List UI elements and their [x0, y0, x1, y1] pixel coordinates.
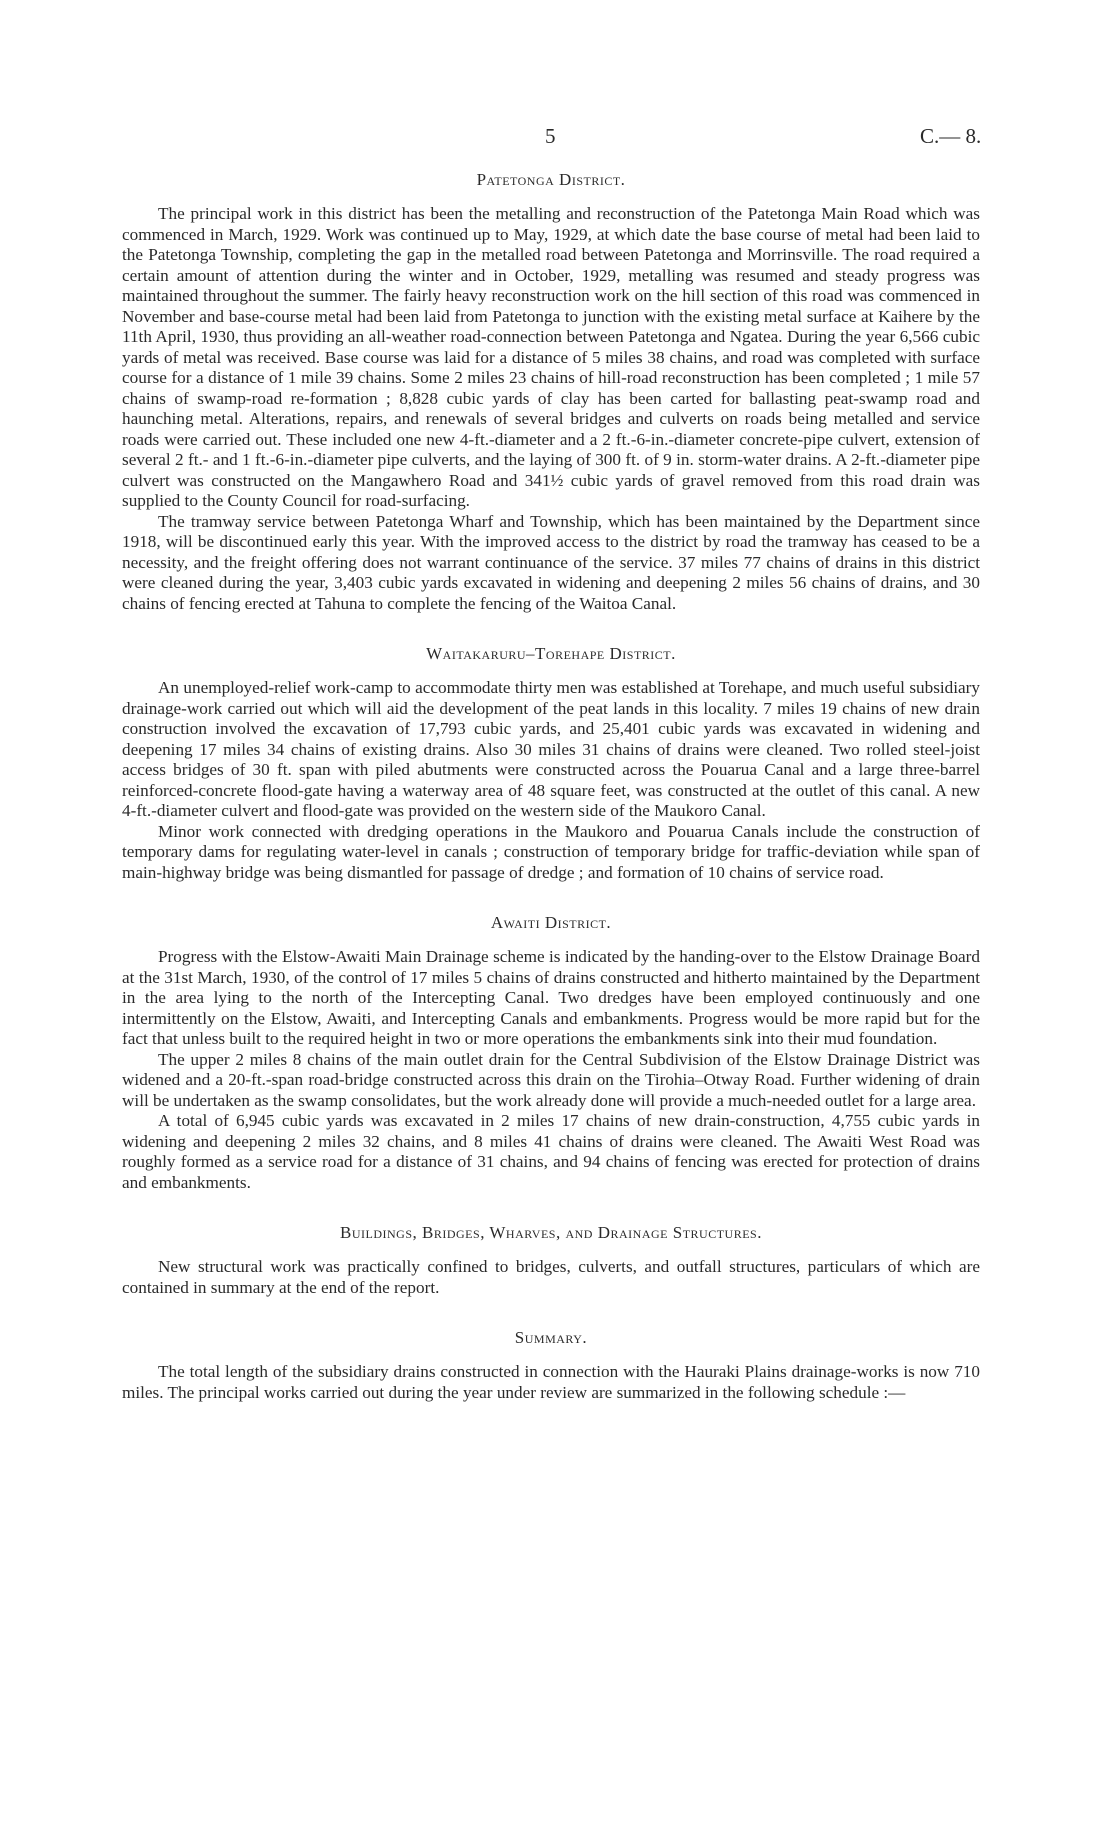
section-heading: Patetonga District.: [476, 170, 626, 189]
section-heading: Waitakaruru–Torehape District.: [426, 644, 676, 663]
paragraph: New structural work was practically confined to bridges, culverts, and outfall structures, particulars of which are contained in summary at the end of the report.: [122, 1257, 980, 1297]
paragraph: The principal work in this district has been the metalling and reconstruction of the Patetonga Main Road which was commenced in March, 1929. Work was continued up to May, 1929, at which date the base course of metal had been laid to the Patetonga Township, completing the gap in the metalled road between Patetonga and Morrinsville. The road required a certain amount of attention during the winter and in October, 1929, metalling was resumed and steady progress was maintained throughout the summer. The fairly heavy reconstruction work on the hill section of this road was commenced in November and base-course metal had been laid from Patetonga to junction with the existing metal surface at Kaihere by the 11th April, 1930, thus providing an all-weather road-connection between Patetonga and Ngatea. During the year 6,566 cubic yards of metal was received. Base course was laid for a distance of 5 miles 38 chains, and road was completed with surface course for a distance of 1 mile 39 chains. Some 2 miles 23 chains of hill-road reconstruction has been completed ; 1 mile 57 chains of swamp-road re-formation ; 8,828 cubic yards of clay has been carted for ballasting peat-swamp road and haunching metal. Alterations, repairs, and renewals of several bridges and culverts on roads being metalled and service roads were carried out. These included one new 4-ft.-diameter and a 2 ft.-6-in.-diameter concrete-pipe culvert, extension of several 2 ft.- and 1 ft.-6-in.-diameter pipe culverts, and the laying of 300 ft. of 9 in. storm-water drains. A 2-ft.-diameter pipe culvert was constructed on the Mangawhero Road and 341½ cubic yards of gravel removed from this road drain was supplied to the County Council for road-surfacing.: [122, 204, 980, 510]
section-heading: Awaiti District.: [490, 913, 612, 932]
paragraph: The upper 2 miles 8 chains of the main outlet drain for the Central Subdivision of the Elstow Drainage District was widened and a 20-ft.-span road-bridge constructed across this drain on the Tirohia–Otway Road. Further widening of drain will be undertaken as the swamp consolidates, but the work already done will provide a much-needed outlet for a large area.: [122, 1049, 980, 1110]
page-number: 5: [545, 124, 556, 148]
paragraph: Minor work connected with dredging operations in the Maukoro and Pouarua Canals include the construction of temporary dams for regulating water-level in canals ; construction of temporary bridge for traffic-deviation while span of main-highway bridge was being dismantled for passage of dredge ; and formation of 10 chains of service road.: [122, 821, 980, 882]
section-awaiti: [122, 913, 980, 1193]
section-patetonga: [122, 170, 980, 614]
section-waitakaruru-torehape: [122, 644, 980, 883]
paragraph: The tramway service between Patetonga Wharf and Township, which has been maintained by the Department since 1918, will be discontinued early this year. With the improved access to the district by road the tramway has ceased to be a necessity, and the freight offering does not warrant continuance of the service. 37 miles 77 chains of drains in this district were cleaned during the year, 3,403 cubic yards excavated in widening and deepening 2 miles 56 chains of drains, and 30 chains of fencing erected at Tahuna to complete the fencing of the Waitoa Canal.: [122, 511, 980, 613]
paragraph: A total of 6,945 cubic yards was excavated in 2 miles 17 chains of new drain-construction, 4,755 cubic yards in widening and deepening 2 miles 32 chains, and 8 miles 41 chains of drains were cleaned. The Awaiti West Road was roughly formed as a service road for a distance of 31 chains, and 94 chains of fencing was erected for protection of drains and embankments.: [122, 1111, 980, 1192]
section-summary: [122, 1328, 980, 1403]
section-heading: Summary.: [514, 1328, 588, 1347]
section-heading: Buildings, Bridges, Wharves, and Drainage Structures.: [340, 1223, 762, 1242]
paragraph: An unemployed-relief work-camp to accommodate thirty men was established at Torehape, and much useful subsidiary drainage-work carried out which will aid the development of the peat lands in this locality. 7 miles 19 chains of new drain construction involved the excavation of 17,793 cubic yards, and 25,401 cubic yards was excavated in widening and deepening 17 miles 34 chains of existing drains. Also 30 miles 31 chains of drains were cleaned. Two rolled steel-joist access bridges of 30 ft. span with piled abutments were constructed across the Pouarua Canal and a large three-barrel reinforced-concrete flood-gate having a waterway area of 48 square feet, was constructed at the outlet of this canal. A new 4-ft.-diameter culvert and flood-gate was provided on the western side of the Maukoro Canal.: [122, 678, 980, 820]
section-buildings-bridges: [122, 1223, 980, 1298]
paragraph: Progress with the Elstow-Awaiti Main Drainage scheme is indicated by the handing-over to the Elstow Drainage Board at the 31st March, 1930, of the control of 17 miles 5 chains of drains constructed and hitherto maintained by the Department in the area lying to the north of the Intercepting Canal. Two dredges have been employed continuously and one intermittently on the Elstow, Awaiti, and Intercepting Canals and embankments. Progress would be more rapid but for the fact that unless built to the required height in two or more operations the embankments sink into their mud foundation.: [122, 947, 980, 1048]
paragraph: The total length of the subsidiary drains constructed in connection with the Hauraki Plains drainage-works is now 710 miles. The principal works carried out during the year under review are summarized in the following schedule :—: [122, 1362, 980, 1402]
document-body: [122, 170, 980, 1433]
page-reference: C.— 8.: [920, 124, 982, 148]
